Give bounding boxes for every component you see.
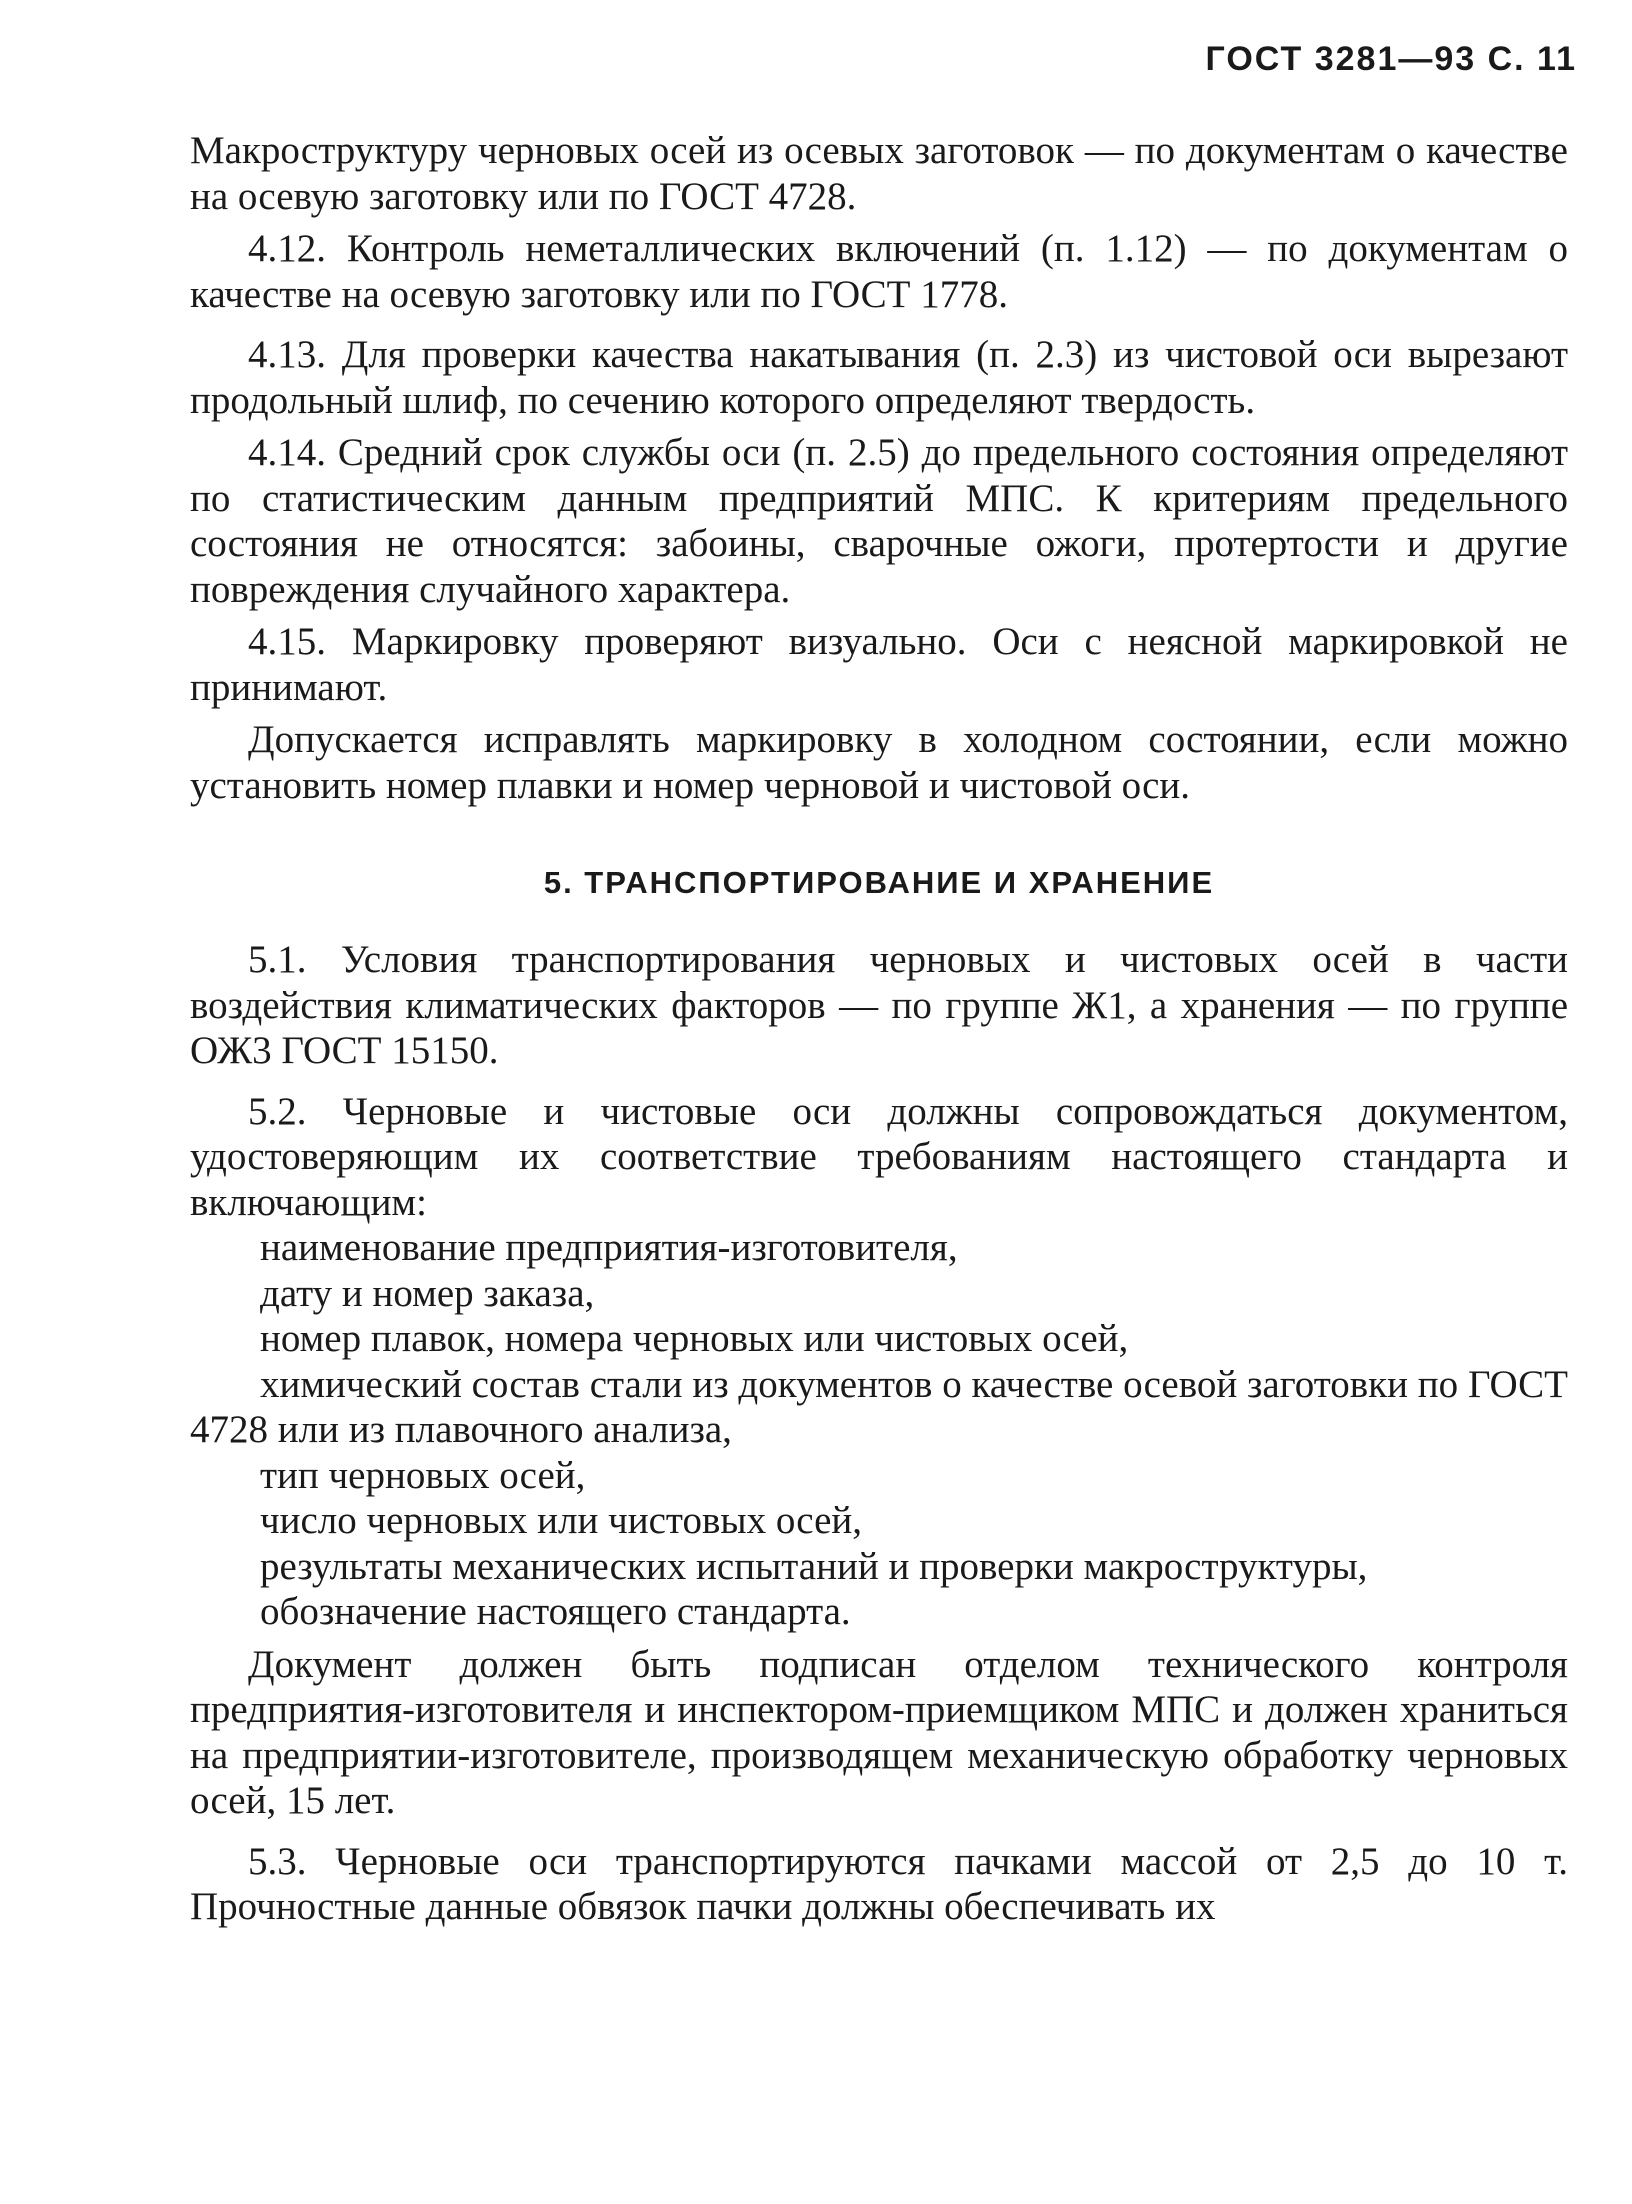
list-item: число черновых или чистовых осей, bbox=[260, 1499, 863, 1542]
document-contents-list bbox=[190, 1225, 1568, 1635]
paragraph-macrostructure: Макроструктуру черновых осей из осевых заготовок — по документам о качестве на осевую заготовку или по ГОСТ 4728. bbox=[190, 129, 1568, 218]
page-header: ГОСТ 3281—93 С. 11 bbox=[1205, 40, 1577, 78]
list-item: результаты механических испытаний и проверки макроструктуры, bbox=[260, 1544, 1368, 1588]
list-item: тип черновых осей, bbox=[260, 1453, 586, 1497]
paragraph-4-12: 4.12. Контроль неметаллических включений (п. 1.12) — по документам о качестве на осевую заготовку или по ГОСТ 1778. bbox=[190, 227, 1568, 316]
paragraph-4-13: 4.13. Для проверки качества накатывания (п. 2.3) из чистовой оси вырезают продольный шлиф, по сечению которого определяют твердость. bbox=[190, 333, 1568, 422]
list-item: дату и номер заказа, bbox=[260, 1271, 595, 1315]
paragraph-5-3: 5.3. Черновые оси транспортируются пачками массой от 2,5 до 10 т. Прочностные данные обвязок пачки должны обеспечивать их bbox=[190, 1839, 1568, 1928]
paragraph-5-1: 5.1. Условия транспортирования черновых и чистовых осей в части воздействия климатических факторов — по группе Ж1, а хранения — по группе ОЖ3 ГОСТ 15150. bbox=[190, 938, 1568, 1072]
paragraph-4-14: 4.14. Средний срок службы оси (п. 2.5) до предельного состояния определяют по статистическим данным предприятий МПС. К критериям предельного состояния не относятся: забоины, сварочные ожоги, протертости и другие повреждения случайного характера. bbox=[190, 431, 1568, 611]
paragraph-5-2: 5.2. Черновые и чистовые оси должны сопровождаться документом, удостоверяющим их соответствие требованиям настоящего стандарта и включающим: bbox=[190, 1089, 1568, 1224]
paragraph-4-15-correction: Допускается исправлять маркировку в холодном состоянии, если можно установить номер плавки и номер черновой и чистовой оси. bbox=[190, 718, 1568, 807]
list-item: номер плавок, номера черновых или чистовых осей, bbox=[260, 1317, 1129, 1360]
list-item: обозначение настоящего стандарта. bbox=[260, 1590, 851, 1633]
section-5-title: 5. ТРАНСПОРТИРОВАНИЕ И ХРАНЕНИЕ bbox=[543, 865, 1215, 900]
document-body bbox=[190, 128, 1568, 1930]
list-item: наименование предприятия-изготовителя, bbox=[260, 1226, 958, 1269]
paragraph-document-signature: Документ должен быть подписан отделом технического контроля предприятия-изготовителя и инспектором-приемщиком МПС и должен храниться на предприятии-изготовителе, производящем механическую обработку черновых осей, 15 лет. bbox=[190, 1642, 1568, 1822]
paragraph-4-15: 4.15. Маркировку проверяют визуально. Оси с неясной маркировкой не принимают. bbox=[190, 620, 1568, 709]
list-item: химический состав стали из документов о качестве осевой заготовки по ГОСТ 4728 или из плавочного анализа, bbox=[190, 1362, 1568, 1451]
